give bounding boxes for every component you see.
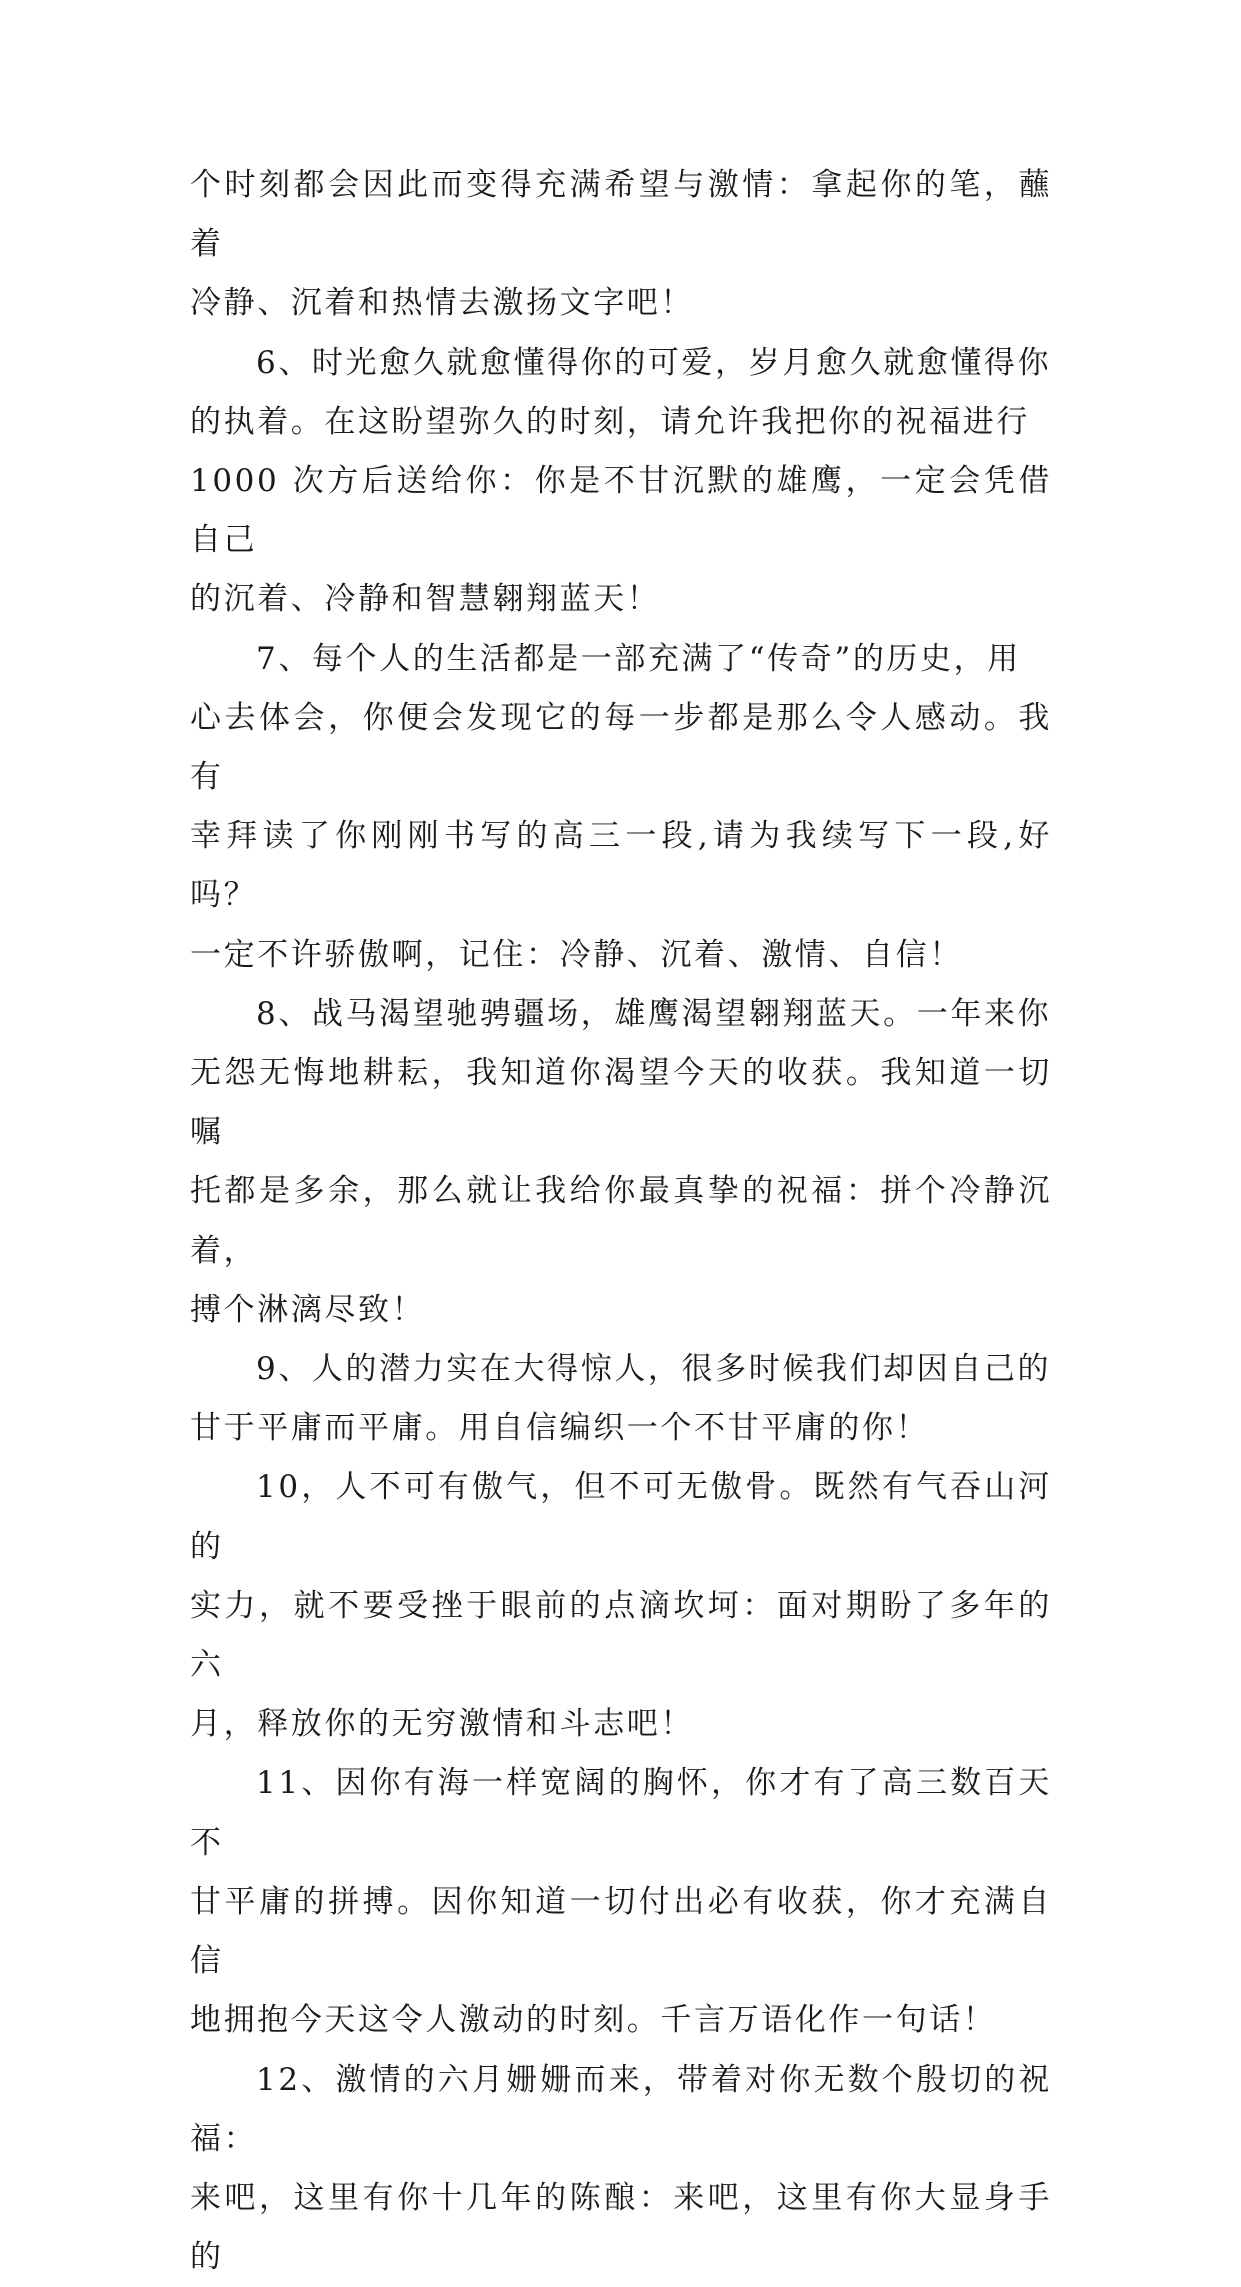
document-body [190, 156, 1052, 2287]
paragraph-item-6 [190, 334, 1052, 630]
text-line: 的沉着、冷静和智慧翱翔蓝天！ [190, 570, 1052, 629]
text-line: 幸拜读了你刚刚书写的高三一段,请为我续写下一段,好吗？ [190, 807, 1052, 925]
paragraph-item-12 [190, 2051, 1052, 2287]
text-line: 1000 次方后送给你：你是不甘沉默的雄鹰，一定会凭借自己 [190, 452, 1052, 570]
text-line: 搏个淋漓尽致！ [190, 1281, 1052, 1340]
paragraph-item-11 [190, 1754, 1052, 2050]
text-line: 托都是多余，那么就让我给你最真挚的祝福：拼个冷静沉着， [190, 1162, 1052, 1280]
text-line: 月，释放你的无穷激情和斗志吧！ [190, 1695, 1052, 1754]
paragraph-item-7 [190, 630, 1052, 985]
text-line: 心去体会，你便会发现它的每一步都是那么令人感动。我有 [190, 689, 1052, 807]
text-line: 12、激情的六月姗姗而来，带着对你无数个殷切的祝福： [190, 2051, 1052, 2169]
text-line: 来吧，这里有你十几年的陈酿：来吧，这里有你大显身手的 [190, 2169, 1052, 2287]
text-line: 冷静、沉着和热情去激扬文字吧！ [190, 274, 1052, 333]
text-line: 甘于平庸而平庸。用自信编织一个不甘平庸的你！ [190, 1399, 1052, 1458]
paragraph-item-10 [190, 1458, 1052, 1754]
text-line: 地拥抱今天这令人激动的时刻。千言万语化作一句话！ [190, 1991, 1052, 2050]
paragraph-item-8 [190, 985, 1052, 1340]
text-line: 实力，就不要受挫于眼前的点滴坎坷：面对期盼了多年的六 [190, 1577, 1052, 1695]
text-line: 7、每个人的生活都是一部充满了“传奇”的历史，用 [190, 630, 1052, 689]
text-line: 9、人的潜力实在大得惊人，很多时候我们却因自己的 [190, 1340, 1052, 1399]
paragraph-item-9 [190, 1340, 1052, 1458]
text-line: 个时刻都会因此而变得充满希望与激情：拿起你的笔，蘸着 [190, 156, 1052, 274]
text-line: 11、因你有海一样宽阔的胸怀，你才有了高三数百天不 [190, 1754, 1052, 1872]
text-line: 6、时光愈久就愈懂得你的可爱，岁月愈久就愈懂得你 [190, 334, 1052, 393]
text-line: 甘平庸的拼搏。因你知道一切付出必有收获，你才充满自信 [190, 1873, 1052, 1991]
text-line: 10，人不可有傲气，但不可无傲骨。既然有气吞山河的 [190, 1458, 1052, 1576]
text-line: 无怨无悔地耕耘，我知道你渴望今天的收获。我知道一切嘱 [190, 1044, 1052, 1162]
text-line: 一定不许骄傲啊，记住：冷静、沉着、激情、自信！ [190, 926, 1052, 985]
text-line: 8、战马渴望驰骋疆场，雄鹰渴望翱翔蓝天。一年来你 [190, 985, 1052, 1044]
text-line: 的执着。在这盼望弥久的时刻，请允许我把你的祝福进行 [190, 393, 1052, 452]
paragraph-continuation [190, 156, 1052, 334]
